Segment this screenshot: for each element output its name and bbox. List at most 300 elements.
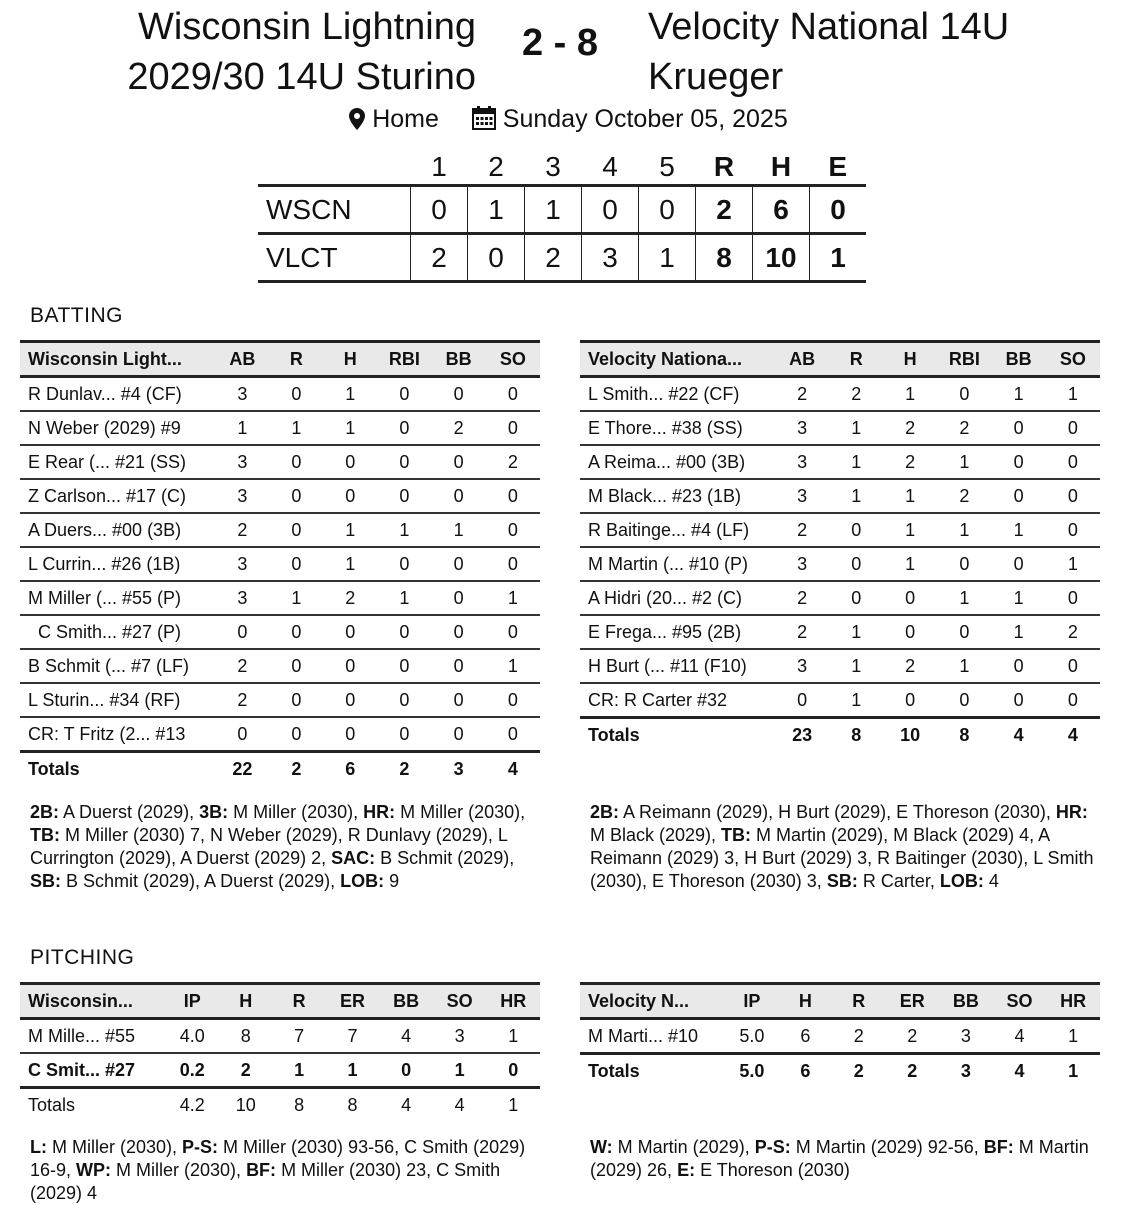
stat-value: 4 (993, 1019, 1047, 1054)
stat-value: 0 (937, 615, 991, 649)
stat-value: 0 (323, 717, 377, 752)
note-label: SB: (826, 871, 858, 891)
player-name: M Miller (... #55 (P) (20, 581, 215, 615)
stat-value: 3 (215, 581, 269, 615)
game-meta (0, 104, 1137, 134)
stat-value: 2 (1046, 615, 1100, 649)
player-row (580, 445, 1100, 479)
stat-value: 1 (937, 649, 991, 683)
stat-column-header: BB (379, 984, 433, 1019)
stat-value: 3 (775, 445, 829, 479)
away-team-name (648, 2, 1128, 102)
player-row (580, 581, 1100, 615)
stat-value: 2 (215, 683, 269, 717)
player-name: M Mille... #55 (20, 1019, 165, 1054)
totals-value: 2 (399, 758, 410, 779)
stat-value: 7 (326, 1019, 380, 1054)
stat-value: 1 (269, 411, 323, 445)
stat-header-row (20, 342, 540, 377)
stat-column-header: H (323, 342, 377, 377)
team-header: Velocity Nationa... (580, 342, 775, 377)
stat-value: 4 (379, 1019, 433, 1054)
stat-value: 2 (215, 649, 269, 683)
totals-value: 2 (853, 1060, 864, 1081)
stat-value: 0 (269, 479, 323, 513)
stat-value: 0 (377, 411, 431, 445)
runs-total: 2 (696, 186, 753, 234)
home-team-name (60, 2, 476, 102)
stat-value: 0 (486, 377, 540, 412)
stat-value: 0 (1046, 479, 1100, 513)
stat-value: 1 (992, 377, 1046, 412)
stat-column-header: BB (939, 984, 993, 1019)
note-text: M Miller (2030) 7, N Weber (2029), R Dunlavy (2029), L Currington (2029), A Duerst (2029) 2, (30, 825, 508, 868)
player-name: A Hidri (20... #2 (C) (580, 581, 775, 615)
stat-value: 0 (937, 547, 991, 581)
note-text: A Duerst (2029), (59, 802, 200, 822)
inning-header: 3 (545, 151, 561, 182)
player-row (20, 377, 540, 412)
stat-value: 1 (1046, 547, 1100, 581)
stat-value: 1 (433, 1053, 487, 1088)
stat-column-header: BB (992, 342, 1046, 377)
stat-value: 0 (937, 683, 991, 718)
inning-score: 0 (411, 186, 468, 234)
totals-value: 6 (345, 758, 356, 779)
player-name: M Black... #23 (1B) (580, 479, 775, 513)
note-label: L: (30, 1137, 47, 1157)
totals-value: 4 (1013, 724, 1024, 745)
totals-value: 22 (232, 758, 253, 779)
player-name: A Duers... #00 (3B) (20, 513, 215, 547)
totals-value: 4 (507, 758, 518, 779)
stat-value: 4.0 (165, 1019, 219, 1054)
stat-column-header: R (832, 984, 885, 1019)
stat-value: 0 (937, 377, 991, 412)
home-team-line2: 2029/30 14U Sturino (127, 56, 476, 98)
inning-score: 0 (639, 186, 696, 234)
stat-value: 1 (992, 513, 1046, 547)
player-row (580, 479, 1100, 513)
stat-value: 1 (883, 479, 937, 513)
note-text: M Miller (2030), (47, 1137, 183, 1157)
totals-value: 23 (792, 724, 813, 745)
totals-value: 10 (235, 1094, 256, 1115)
line-score-team: WSCN (258, 186, 411, 234)
stat-column-header: SO (993, 984, 1047, 1019)
line-score-team: VLCT (258, 234, 411, 282)
calendar-icon (472, 106, 496, 130)
batting-table-home (20, 340, 540, 785)
stat-value: 2 (775, 377, 829, 412)
stat-value: 1 (272, 1053, 325, 1088)
stat-value: 0 (992, 547, 1046, 581)
player-name: R Dunlav... #4 (CF) (20, 377, 215, 412)
totals-value: 3 (453, 758, 464, 779)
stat-value: 3 (215, 377, 269, 412)
note-text: R Carter, (857, 871, 940, 891)
player-row (580, 547, 1100, 581)
stat-value: 0 (432, 649, 486, 683)
stat-value: 1 (323, 513, 377, 547)
player-row (580, 649, 1100, 683)
stat-value: 2 (832, 1019, 885, 1054)
stat-value: 0 (269, 615, 323, 649)
player-name: Z Carlson... #17 (C) (20, 479, 215, 513)
stat-column-header: SO (486, 342, 540, 377)
pitching-table-home (20, 982, 540, 1121)
player-row (20, 615, 540, 649)
totals-value: 4 (1014, 1060, 1025, 1081)
player-row (20, 683, 540, 717)
stat-value: 1 (323, 547, 377, 581)
line-score-header (258, 150, 866, 186)
stat-value: 0 (323, 649, 377, 683)
stat-value: 0 (377, 649, 431, 683)
stat-value: 0 (992, 411, 1046, 445)
stat-value: 0 (377, 377, 431, 412)
stat-value: 1 (937, 445, 991, 479)
stat-value: 2 (775, 581, 829, 615)
player-name: B Schmit (... #7 (LF) (20, 649, 215, 683)
note-label: P-S: (754, 1137, 791, 1157)
totals-label: Totals (588, 1060, 640, 1081)
stat-value: 0 (323, 445, 377, 479)
stat-value: 0 (486, 683, 540, 717)
stat-column-header: ER (326, 984, 380, 1019)
stat-value: 0 (432, 547, 486, 581)
stat-column-header: ER (886, 984, 940, 1019)
stat-value: 1 (992, 615, 1046, 649)
note-text: M Miller (2030), (111, 1160, 247, 1180)
player-row (20, 445, 540, 479)
stat-value: 3 (775, 479, 829, 513)
totals-value: 8 (851, 724, 862, 745)
stat-value: 1 (1046, 377, 1100, 412)
player-row (580, 513, 1100, 547)
stat-value: 3 (215, 445, 269, 479)
totals-value: 3 (960, 1060, 971, 1081)
totals-value: 4 (454, 1094, 465, 1115)
stat-value: 6 (779, 1019, 832, 1054)
stat-value: 0 (486, 513, 540, 547)
map-pin-icon (349, 108, 365, 130)
pitching-section-title: PITCHING (30, 946, 135, 969)
note-label: E: (677, 1160, 696, 1180)
team-header: Wisconsin... (20, 984, 165, 1019)
totals-value: 8 (959, 724, 970, 745)
stat-value: 5.0 (725, 1019, 779, 1054)
note-text: M Martin (2029) 26, (590, 1137, 1089, 1180)
stat-column-header: H (219, 984, 272, 1019)
team-header: Velocity N... (580, 984, 725, 1019)
stat-value: 0 (377, 547, 431, 581)
line-score-table (258, 150, 866, 283)
game-date (472, 105, 788, 134)
stat-value: 7 (272, 1019, 325, 1054)
hits-total: 6 (753, 186, 810, 234)
totals-value: 2 (907, 1060, 918, 1081)
stat-value: 0 (1046, 581, 1100, 615)
stat-value: 2 (883, 411, 937, 445)
note-text: E Thoreson (2030) (695, 1160, 850, 1180)
runs-total: 8 (696, 234, 753, 282)
note-text: M Martin (2029), M Black (2029) 4, A Reimann (2029) 3, H Burt (2029) 3, R Baitinger (2030), L Smith (2030), E Thoreson (2030) 3, (590, 825, 1094, 891)
stat-value: 0 (829, 547, 883, 581)
note-label: P-S: (182, 1137, 219, 1157)
stat-column-header: BB (432, 342, 486, 377)
stat-value: 1 (883, 377, 937, 412)
player-row (20, 717, 540, 752)
totals-value: 4 (1067, 724, 1078, 745)
stat-value: 2 (486, 445, 540, 479)
note-label: LOB: (340, 871, 385, 891)
stat-value: 0 (432, 581, 486, 615)
totals-value: 10 (900, 724, 921, 745)
note-text: B Schmit (2029), (375, 848, 515, 868)
stat-value: 0 (883, 615, 937, 649)
stat-value: 1 (937, 581, 991, 615)
pitching-table-away (580, 982, 1100, 1087)
inning-score: 2 (525, 234, 582, 282)
totals-label: Totals (28, 758, 80, 779)
note-label: 2B: (590, 802, 620, 822)
location-text: Home (372, 104, 439, 133)
note-label: W: (590, 1137, 613, 1157)
inning-score: 1 (639, 234, 696, 282)
note-label: LOB: (939, 871, 984, 891)
totals-row (580, 1054, 1100, 1088)
stat-value: 3 (775, 547, 829, 581)
inning-score: 0 (582, 186, 639, 234)
stat-column-header: SO (433, 984, 487, 1019)
totals-row (20, 1088, 540, 1122)
totals-label: Totals (588, 724, 640, 745)
note-label: WP: (76, 1160, 112, 1180)
note-label: TB: (30, 825, 60, 845)
stat-value: 0 (883, 683, 937, 718)
totals-value: 5.0 (739, 1060, 765, 1081)
stat-value: 2 (886, 1019, 940, 1054)
stat-value: 3 (215, 547, 269, 581)
inning-header: 2 (488, 151, 504, 182)
player-name: A Reima... #00 (3B) (580, 445, 775, 479)
totals-value: 2 (291, 758, 302, 779)
stat-value: 3 (939, 1019, 993, 1054)
batting-notes-home (30, 801, 540, 893)
totals-row (580, 718, 1100, 752)
note-text: A Reimann (2029), H Burt (2029), E Thoreson (2030), (619, 802, 1056, 822)
stat-value: 0 (1046, 649, 1100, 683)
totals-value: 8 (294, 1094, 305, 1115)
stat-value: 1 (883, 513, 937, 547)
runs-header: R (713, 151, 735, 182)
stat-value: 0 (992, 479, 1046, 513)
stat-value: 1 (829, 649, 883, 683)
player-name: E Frega... #95 (2B) (580, 615, 775, 649)
errors-total: 1 (810, 234, 867, 282)
stat-value: 1 (326, 1053, 380, 1088)
stat-value: 1 (269, 581, 323, 615)
stat-value: 1 (829, 411, 883, 445)
stat-value: 0 (486, 615, 540, 649)
date-text: Sunday October 05, 2025 (502, 104, 788, 133)
stat-value: 0 (432, 615, 486, 649)
note-text: M Miller (2030), (228, 802, 364, 822)
stat-value: 0 (486, 717, 540, 752)
stat-value: 0 (486, 1053, 540, 1088)
inning-score: 2 (411, 234, 468, 282)
stat-value: 0 (269, 445, 323, 479)
stat-value: 8 (219, 1019, 272, 1054)
stat-value: 1 (486, 581, 540, 615)
stat-value: 1 (432, 513, 486, 547)
player-row (580, 411, 1100, 445)
player-row (20, 1019, 540, 1054)
totals-value: 1 (508, 1094, 519, 1115)
stat-value: 2 (323, 581, 377, 615)
note-label: TB: (721, 825, 752, 845)
stat-value: 0 (377, 717, 431, 752)
player-row (580, 377, 1100, 412)
stat-value: 0 (432, 377, 486, 412)
player-name: E Thore... #38 (SS) (580, 411, 775, 445)
stat-column-header: HR (486, 984, 540, 1019)
stat-value: 2 (937, 411, 991, 445)
stat-value: 1 (377, 581, 431, 615)
stat-value: 0 (1046, 513, 1100, 547)
player-name: M Marti... #10 (580, 1019, 725, 1054)
away-team-line1: Velocity National 14U (648, 6, 1010, 48)
stat-value: 0 (269, 649, 323, 683)
totals-value: 4.2 (179, 1094, 205, 1115)
player-name: H Burt (... #11 (F10) (580, 649, 775, 683)
inning-header: 1 (431, 151, 447, 182)
stat-value: 0 (992, 683, 1046, 718)
note-label: 3B: (199, 802, 229, 822)
player-row (580, 683, 1100, 718)
stat-column-header: AB (775, 342, 829, 377)
stat-value: 1 (829, 683, 883, 718)
stat-value: 0 (432, 683, 486, 717)
stat-value: 2 (829, 377, 883, 412)
player-name: L Smith... #22 (CF) (580, 377, 775, 412)
stat-value: 0 (486, 547, 540, 581)
totals-value: 8 (347, 1094, 358, 1115)
note-text: 4 (983, 871, 999, 891)
pitching-notes-away (590, 1136, 1100, 1182)
stat-value: 3 (433, 1019, 487, 1054)
stat-value: 1 (323, 377, 377, 412)
stat-value: 0 (829, 513, 883, 547)
location (349, 105, 439, 134)
home-team-line1: Wisconsin Lightning (138, 6, 476, 48)
player-row (20, 513, 540, 547)
stat-column-header: R (269, 342, 323, 377)
stat-value: 0 (215, 717, 269, 752)
stat-value: 0 (269, 377, 323, 412)
player-name: C Smith... #27 (P) (20, 615, 215, 649)
stat-value: 1 (829, 445, 883, 479)
stat-value: 2 (219, 1053, 272, 1088)
totals-row (20, 752, 540, 786)
hits-total: 10 (753, 234, 810, 282)
stat-value: 1 (323, 411, 377, 445)
note-label: 2B: (30, 802, 60, 822)
line-score-row (258, 234, 866, 282)
player-row (20, 547, 540, 581)
stat-value: 0 (323, 479, 377, 513)
stat-value: 0 (992, 649, 1046, 683)
inning-header: 4 (602, 151, 618, 182)
stat-value: 0 (215, 615, 269, 649)
player-row (580, 1019, 1100, 1054)
stat-value: 0 (486, 411, 540, 445)
stat-value: 0 (269, 683, 323, 717)
stat-value: 2 (775, 513, 829, 547)
note-label: BF: (983, 1137, 1014, 1157)
note-label: HR: (363, 802, 396, 822)
note-text: M Martin (2029), (612, 1137, 755, 1157)
errors-header: E (828, 151, 848, 182)
stat-value: 0 (775, 683, 829, 718)
player-row (20, 649, 540, 683)
stat-value: 0 (379, 1053, 433, 1088)
stat-value: 2 (937, 479, 991, 513)
stat-value: 1 (883, 547, 937, 581)
away-team-line2: Krueger (648, 56, 784, 98)
stat-value: 0 (1046, 445, 1100, 479)
stat-value: 1 (1046, 1019, 1100, 1054)
final-score: 2 - 8 (521, 22, 599, 64)
stat-value: 0 (377, 683, 431, 717)
stat-header-row (580, 984, 1100, 1019)
player-row (580, 615, 1100, 649)
note-text: M Miller (2030) 93-56, C Smith (2029) 16-9, (30, 1137, 526, 1180)
stat-column-header: H (883, 342, 937, 377)
stat-value: 0 (432, 445, 486, 479)
batting-table-away (580, 340, 1100, 751)
stat-value: 0 (829, 581, 883, 615)
stat-value: 0 (269, 717, 323, 752)
stat-column-header: IP (725, 984, 779, 1019)
stat-value: 0 (1046, 411, 1100, 445)
totals-value: 1 (1068, 1060, 1079, 1081)
player-name: R Baitinge... #4 (LF) (580, 513, 775, 547)
stat-column-header: R (272, 984, 325, 1019)
inning-score: 0 (468, 234, 525, 282)
note-label: SAC: (331, 848, 376, 868)
stat-value: 1 (829, 479, 883, 513)
stat-value: 0 (883, 581, 937, 615)
player-row (20, 1053, 540, 1088)
stat-value: 2 (775, 615, 829, 649)
stat-value: 1 (992, 581, 1046, 615)
line-score-row (258, 186, 866, 234)
team-header: Wisconsin Light... (20, 342, 215, 377)
inning-score: 3 (582, 234, 639, 282)
totals-label: Totals (28, 1094, 76, 1115)
player-row (20, 479, 540, 513)
stat-value: 0 (269, 547, 323, 581)
stat-value: 2 (215, 513, 269, 547)
stat-value: 0 (432, 717, 486, 752)
note-label: HR: (1055, 802, 1088, 822)
line-score-corner (258, 150, 411, 186)
stat-column-header: IP (165, 984, 219, 1019)
batting-section-title: BATTING (30, 304, 123, 327)
totals-value: 4 (401, 1094, 412, 1115)
